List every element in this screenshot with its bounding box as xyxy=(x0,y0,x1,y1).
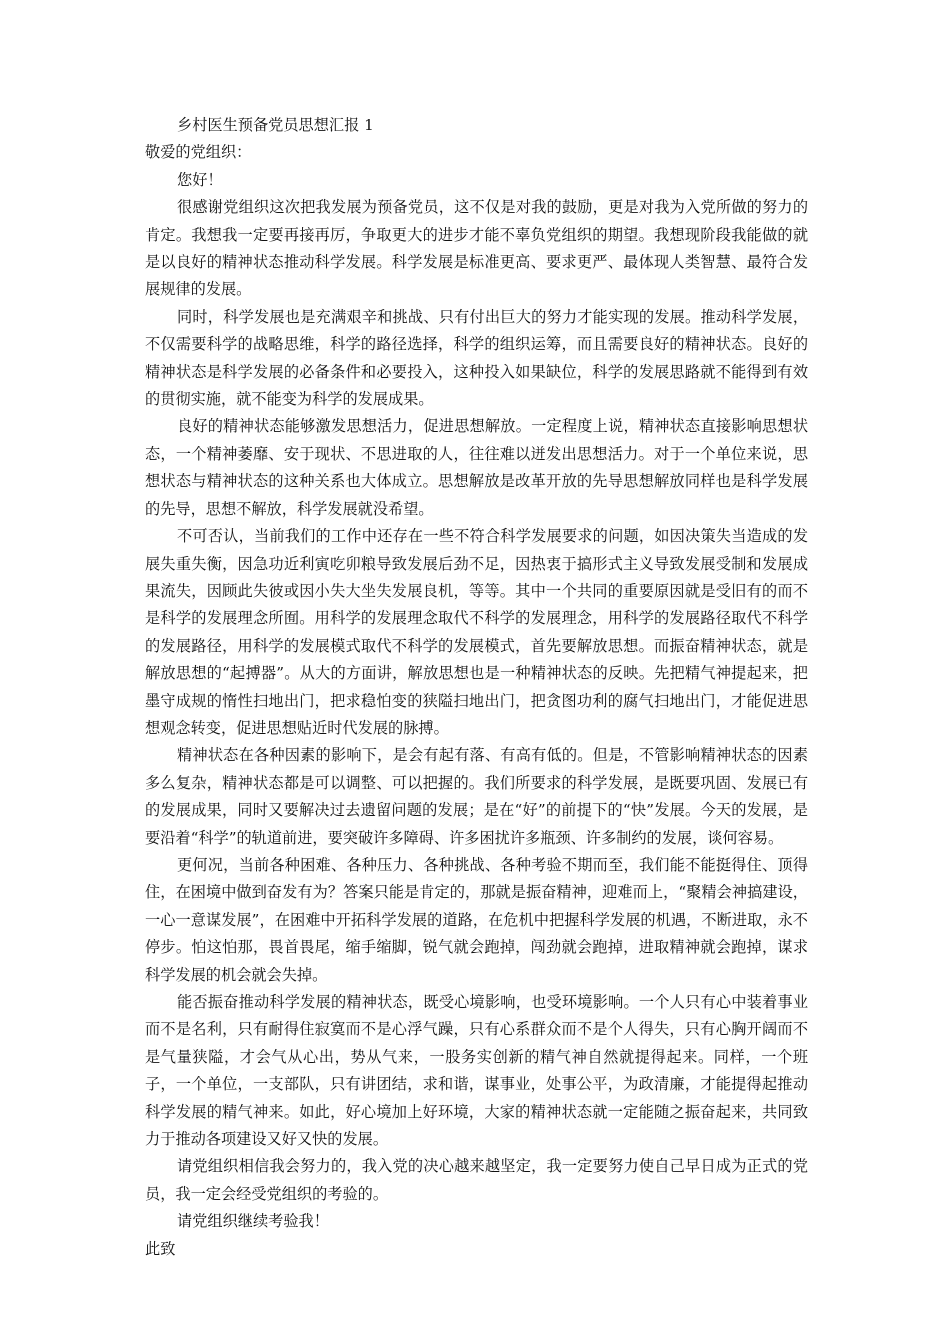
paragraph-7: 能否振奋推动科学发展的精神状态，既受心境影响，也受环境影响。一个人只有心中装着事业而不是名利，只有耐得住寂寞而不是心浮气躁，只有心系群众而不是个人得失，只有心胸开阔而不是气量狭隘，才会气从心出，势从气来，一股务实创新的精气神自然就提得起来。同样，一个班子，一个单位，一支部队，只有讲团结，求和谐，谋事业，处事公平，为政清廉，才能提得起推动科学发展的精气神来。如此，好心境加上好环境，大家的精神状态就一定能随之振奋起来，共同致力于推动各项建设又好又快的发展。 xyxy=(145,993,808,1149)
paragraph-3: 良好的精神状态能够激发思想活力，促进思想解放。一定程度上说，精神状态直接影响思想状态，一个精神萎靡、安于现状、不思进取的人，往往难以迸发出思想活力。对于一个单位来说，思想状态与精神状态的这种关系也大体成立。思想解放是改革开放的先导思想解放同样也是科学发展的先导，思想不解放，科学发展就没希望。 xyxy=(145,417,808,518)
paragraph-6: 更何况，当前各种困难、各种压力、各种挑战、各种考验不期而至，我们能不能挺得住、顶得住，在困境中做到奋发有为？答案只能是肯定的，那就是振奋精神，迎难而上，“聚精会神搞建设，一心一意谋发展”，在困难中开拓科学发展的道路，在危机中把握科学发展的机遇，不断进取，永不停步。怕这怕那，畏首畏尾，缩手缩脚，锐气就会跑掉，闯劲就会跑掉，进取精神就会跑掉，谋求科学发展的机会就会失掉。 xyxy=(145,855,808,984)
paragraph-2: 同时，科学发展也是充满艰辛和挑战、只有付出巨大的努力才能实现的发展。推动科学发展，不仅需要科学的战略思维，科学的路径选择，科学的组织运筹，而且需要良好的精神状态。良好的精神状态是科学发展的必备条件和必要投入，这种投入如果缺位，科学的发展思路就不能得到有效的贯彻实施，就不能变为科学的发展成果。 xyxy=(145,307,808,409)
closing: 此致 xyxy=(145,1239,176,1258)
paragraph-5: 精神状态在各种因素的影响下，是会有起有落、有高有低的。但是，不管影响精神状态的因素多么复杂，精神状态都是可以调整、可以把握的。我们所要求的科学发展，是既要巩固、发展已有的发展成果，同时又要解决过去遗留问题的发展；是在“好”的前提下的“快”发展。今天的发展，是要沿着“科学”的轨道前进，要突破许多障碍、许多困扰许多瓶颈、许多制约的发展，谈何容易。 xyxy=(145,746,808,847)
salutation: 敬爱的党组织： xyxy=(145,143,252,162)
document-page xyxy=(145,112,808,1263)
greeting: 您好！ xyxy=(177,170,223,189)
paragraph-8: 请党组织相信我会努力的，我入党的决心越来越坚定，我一定要努力使自己早日成为正式的党员，我一定会经受党组织的考验的。 xyxy=(145,1157,808,1203)
paragraph-9: 请党组织继续考验我！ xyxy=(177,1212,329,1231)
paragraph-4: 不可否认，当前我们的工作中还存在一些不符合科学发展要求的问题，如因决策失当造成的发展失重失衡，因急功近利寅吃卯粮导致发展后劲不足，因热衷于搞形式主义导致发展受制和发展成果流失，因顾此失彼或因小失大坐失发展良机，等等。其中一个共同的重要原因就是受旧有的而不是科学的发展理念所囿。用科学的发展理念取代不科学的发展理念，用科学的发展路径取代不科学的发展路径，用科学的发展模式取代不科学的发展模式，首先要解放思想。而振奋精神状态，就是解放思想的“起搏器”。从大的方面讲，解放思想也是一种精神状态的反映。先把精气神提起来，把墨守成规的惰性扫地出门，把求稳怕变的狭隘扫地出门，把贪图功利的腐气扫地出门，才能促进思想观念转变，促进思想贴近时代发展的脉搏。 xyxy=(145,527,808,737)
document-title: 乡村医生预备党员思想汇报 1 xyxy=(177,116,374,134)
paragraph-1: 很感谢党组织这次把我发展为预备党员，这不仅是对我的鼓励，更是对我为入党所做的努力的肯定。我想我一定要再接再厉，争取更大的进步才能不辜负党组织的期望。我想现阶段我能做的就是以良好的精神状态推动科学发展。科学发展是标准更高、要求更严、最体现人类智慧、最符合发展规律的发展。 xyxy=(145,198,808,299)
